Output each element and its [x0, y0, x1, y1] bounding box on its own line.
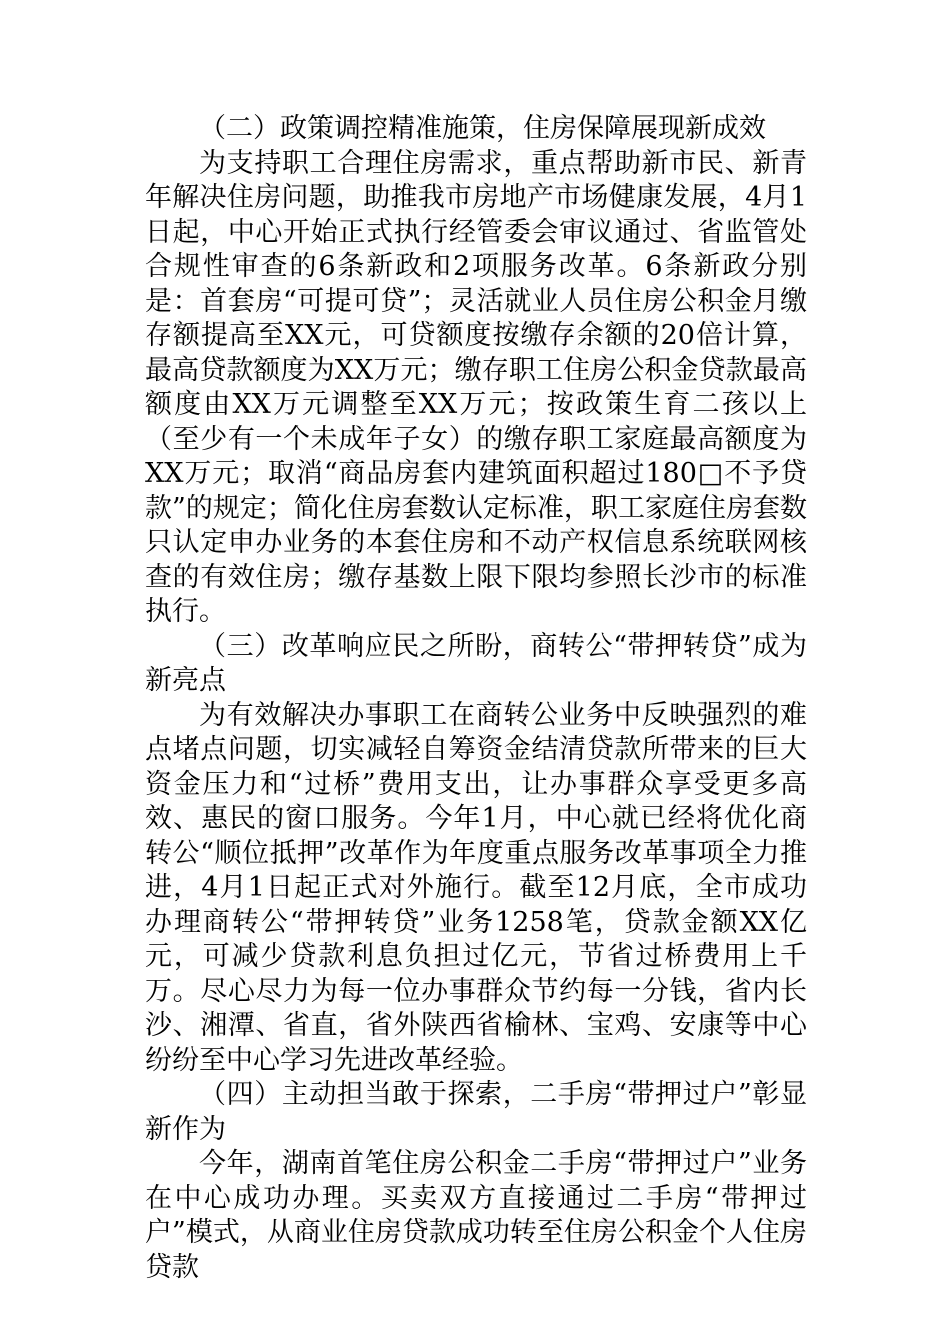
document-page: [145, 112, 807, 1285]
section-body-4: 今年，湖南首笔住房公积金二手房“带押过户”业务在中心成功办理。买卖双方直接通过二手房“带押过户”模式，从商业住房贷款成功转至住房公积金个人住房贷款: [145, 1148, 807, 1283]
section-body-3: 为有效解决办事职工在商转公业务中反映强烈的难点堵点问题，切实减轻自筹资金结清贷款所带来的巨大资金压力和“过桥”费用支出，让办事群众享受更多高效、惠民的窗口服务。今年1月，中心就已经将优化商转公“顺位抵押”改革作为年度重点服务改革事项全力推进，4月1日起正式对外施行。截至12月底，全市成功办理商转公“带押转贷”业务1258笔，贷款金额XX亿元，可减少贷款利息负担过亿元，节省过桥费用上千万。尽心尽力为每一位办事群众节约每一分钱，省内长沙、湘潭、省直，省外陕西省榆林、宝鸡、安康等中心纷纷至中心学习先进改革经验。: [145, 699, 807, 1076]
section-heading-3: （三）改革响应民之所盼，商转公“带押转贷”成为新亮点: [145, 630, 807, 696]
section-heading-4: （四）主动担当敢于探索，二手房“带押过户”彰显新作为: [145, 1079, 807, 1145]
section-heading-2: （二）政策调控精准施策，住房保障展现新成效: [199, 113, 766, 144]
section-body-2: 为支持职工合理住房需求，重点帮助新市民、新青年解决住房问题，助推我市房地产市场健康发展，4月1日起，中心开始正式执行经管委会审议通过、省监管处合规性审查的6条新政和2项服务改革。6条新政分别是：首套房“可提可贷”；灵活就业人员住房公积金月缴存额提高至XX元，可贷额度按缴存余额的20倍计算，最高贷款额度为XX万元；缴存职工住房公积金贷款最高额度由XX万元调整至XX万元；按政策生育二孩以上（至少有一个未成年子女）的缴存职工家庭最高额度为XX万元；取消“商品房套内建筑面积超过180□不予贷款”的规定；简化住房套数认定标准，职工家庭住房套数只认定申办业务的本套住房和不动产权信息系统联网核查的有效住房；缴存基数上限下限均参照长沙市的标准执行。: [145, 147, 807, 627]
